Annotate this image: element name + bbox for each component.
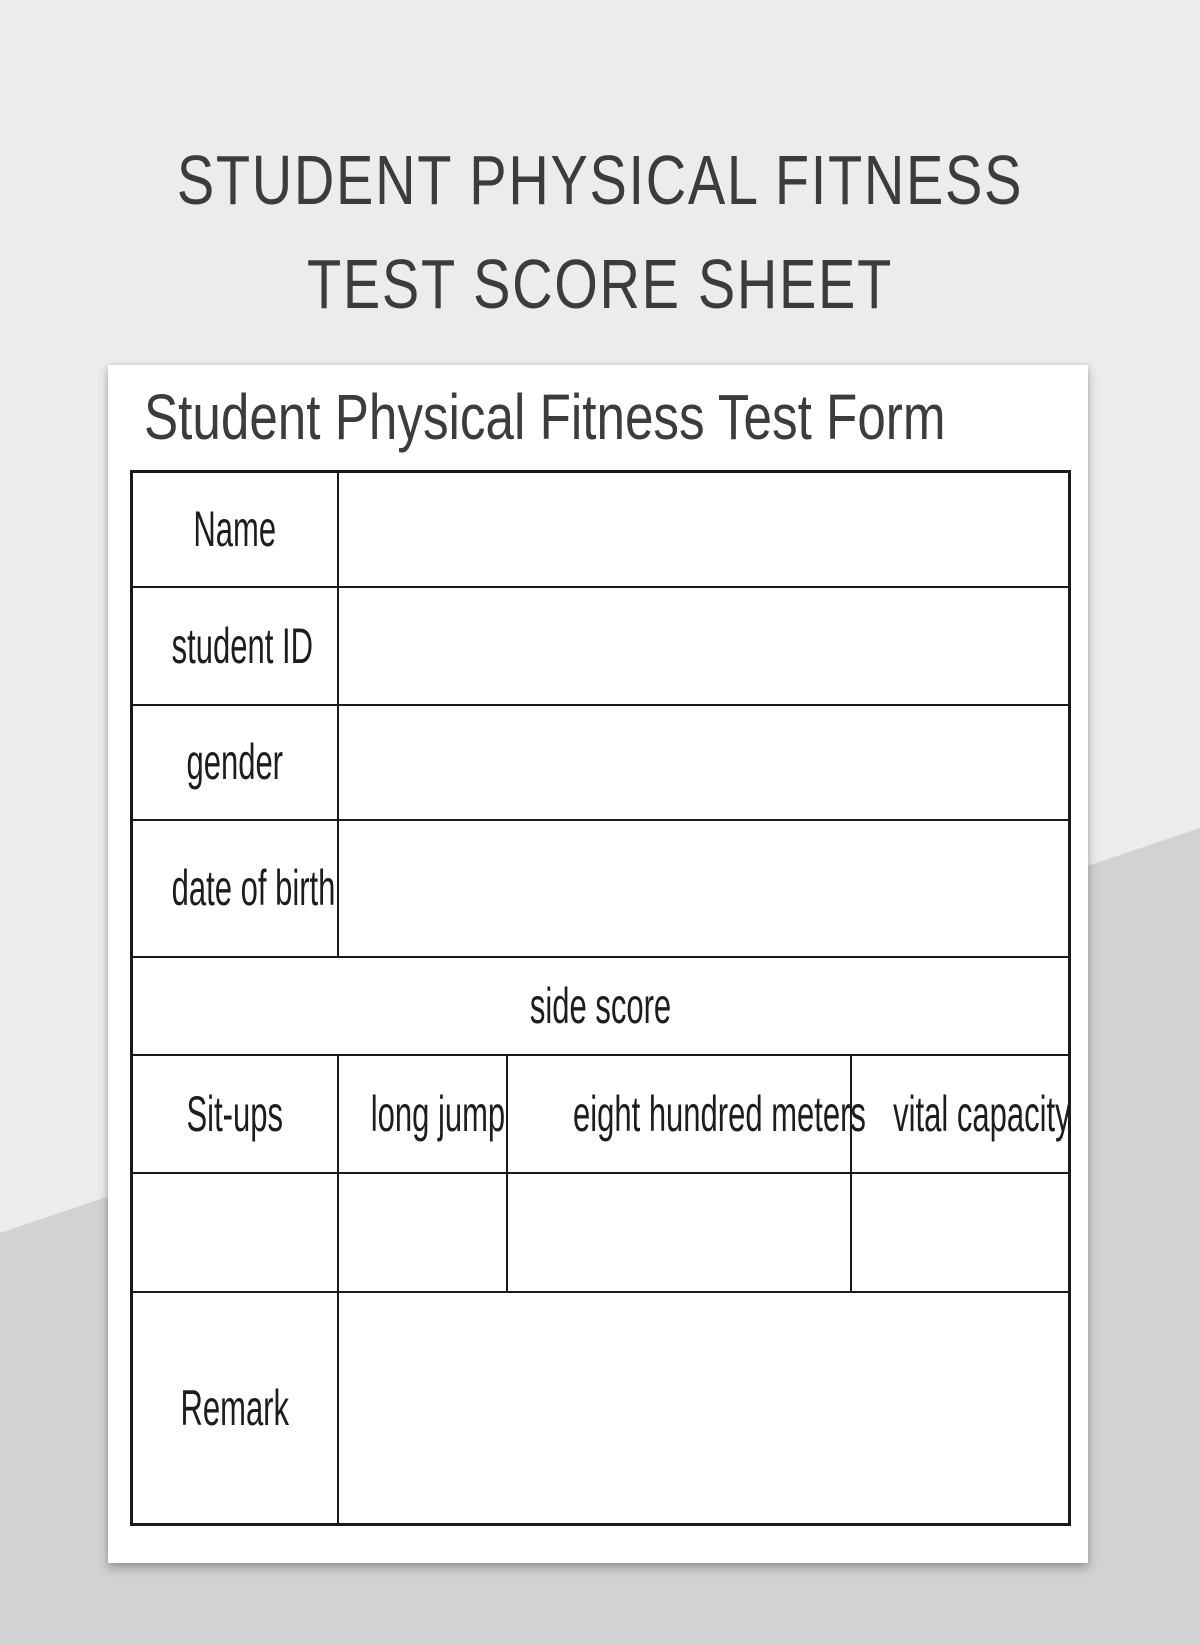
page-title-line-2: TEST SCORE SHEET — [307, 245, 893, 323]
gender-label-cell — [132, 705, 338, 820]
vital-capacity-value-cell[interactable] — [851, 1173, 1070, 1292]
eight-hundred-meters-value-cell[interactable] — [507, 1173, 851, 1292]
situps-header-cell — [132, 1055, 338, 1173]
gender-value-cell[interactable] — [338, 705, 1070, 820]
side-score-title: side score — [529, 977, 672, 1034]
vital-capacity-header-cell — [851, 1055, 1070, 1173]
situps-header: Sit-ups — [186, 1085, 283, 1142]
date-of-birth-label: date of birth — [171, 860, 336, 916]
table-row-student-id — [132, 587, 1070, 705]
side-score-section-cell — [132, 957, 1070, 1055]
form-sheet-card — [108, 365, 1088, 1563]
remark-label: Remark — [180, 1379, 290, 1436]
table-row-name — [132, 472, 1070, 587]
table-row-score-values — [132, 1173, 1070, 1292]
fitness-form-table — [130, 470, 1071, 1526]
name-label: Name — [193, 501, 277, 558]
remark-value-cell[interactable] — [338, 1292, 1070, 1525]
student-id-label-cell — [132, 587, 338, 705]
vital-capacity-header: vital capacity — [892, 1085, 1071, 1142]
student-id-value-cell[interactable] — [338, 587, 1070, 705]
remark-label-cell — [132, 1292, 338, 1525]
long-jump-header: long jump — [370, 1085, 505, 1142]
situps-value-cell[interactable] — [132, 1173, 338, 1292]
eight-hundred-meters-header-cell — [507, 1055, 866, 1173]
page-title-line-1: STUDENT PHYSICAL FITNESS — [176, 141, 1024, 219]
student-id-label: student ID — [171, 617, 313, 674]
date-of-birth-label-cell — [132, 820, 338, 957]
gender-label: gender — [186, 734, 284, 790]
long-jump-value-cell[interactable] — [338, 1173, 507, 1292]
table-row-remark — [132, 1292, 1070, 1525]
table-row-side-score — [132, 957, 1070, 1055]
table-row-score-headers — [132, 1055, 1070, 1173]
table-row-gender — [132, 705, 1070, 820]
page-title — [0, 128, 1200, 336]
table-row-date-of-birth — [132, 820, 1070, 957]
eight-hundred-meters-header: eight hundred meters — [572, 1085, 866, 1142]
name-value-cell[interactable] — [338, 472, 1070, 587]
name-label-cell — [132, 472, 338, 587]
form-heading: Student Physical Fitness Test Form — [144, 381, 946, 453]
long-jump-header-cell — [338, 1055, 507, 1173]
date-of-birth-value-cell[interactable] — [338, 820, 1070, 957]
